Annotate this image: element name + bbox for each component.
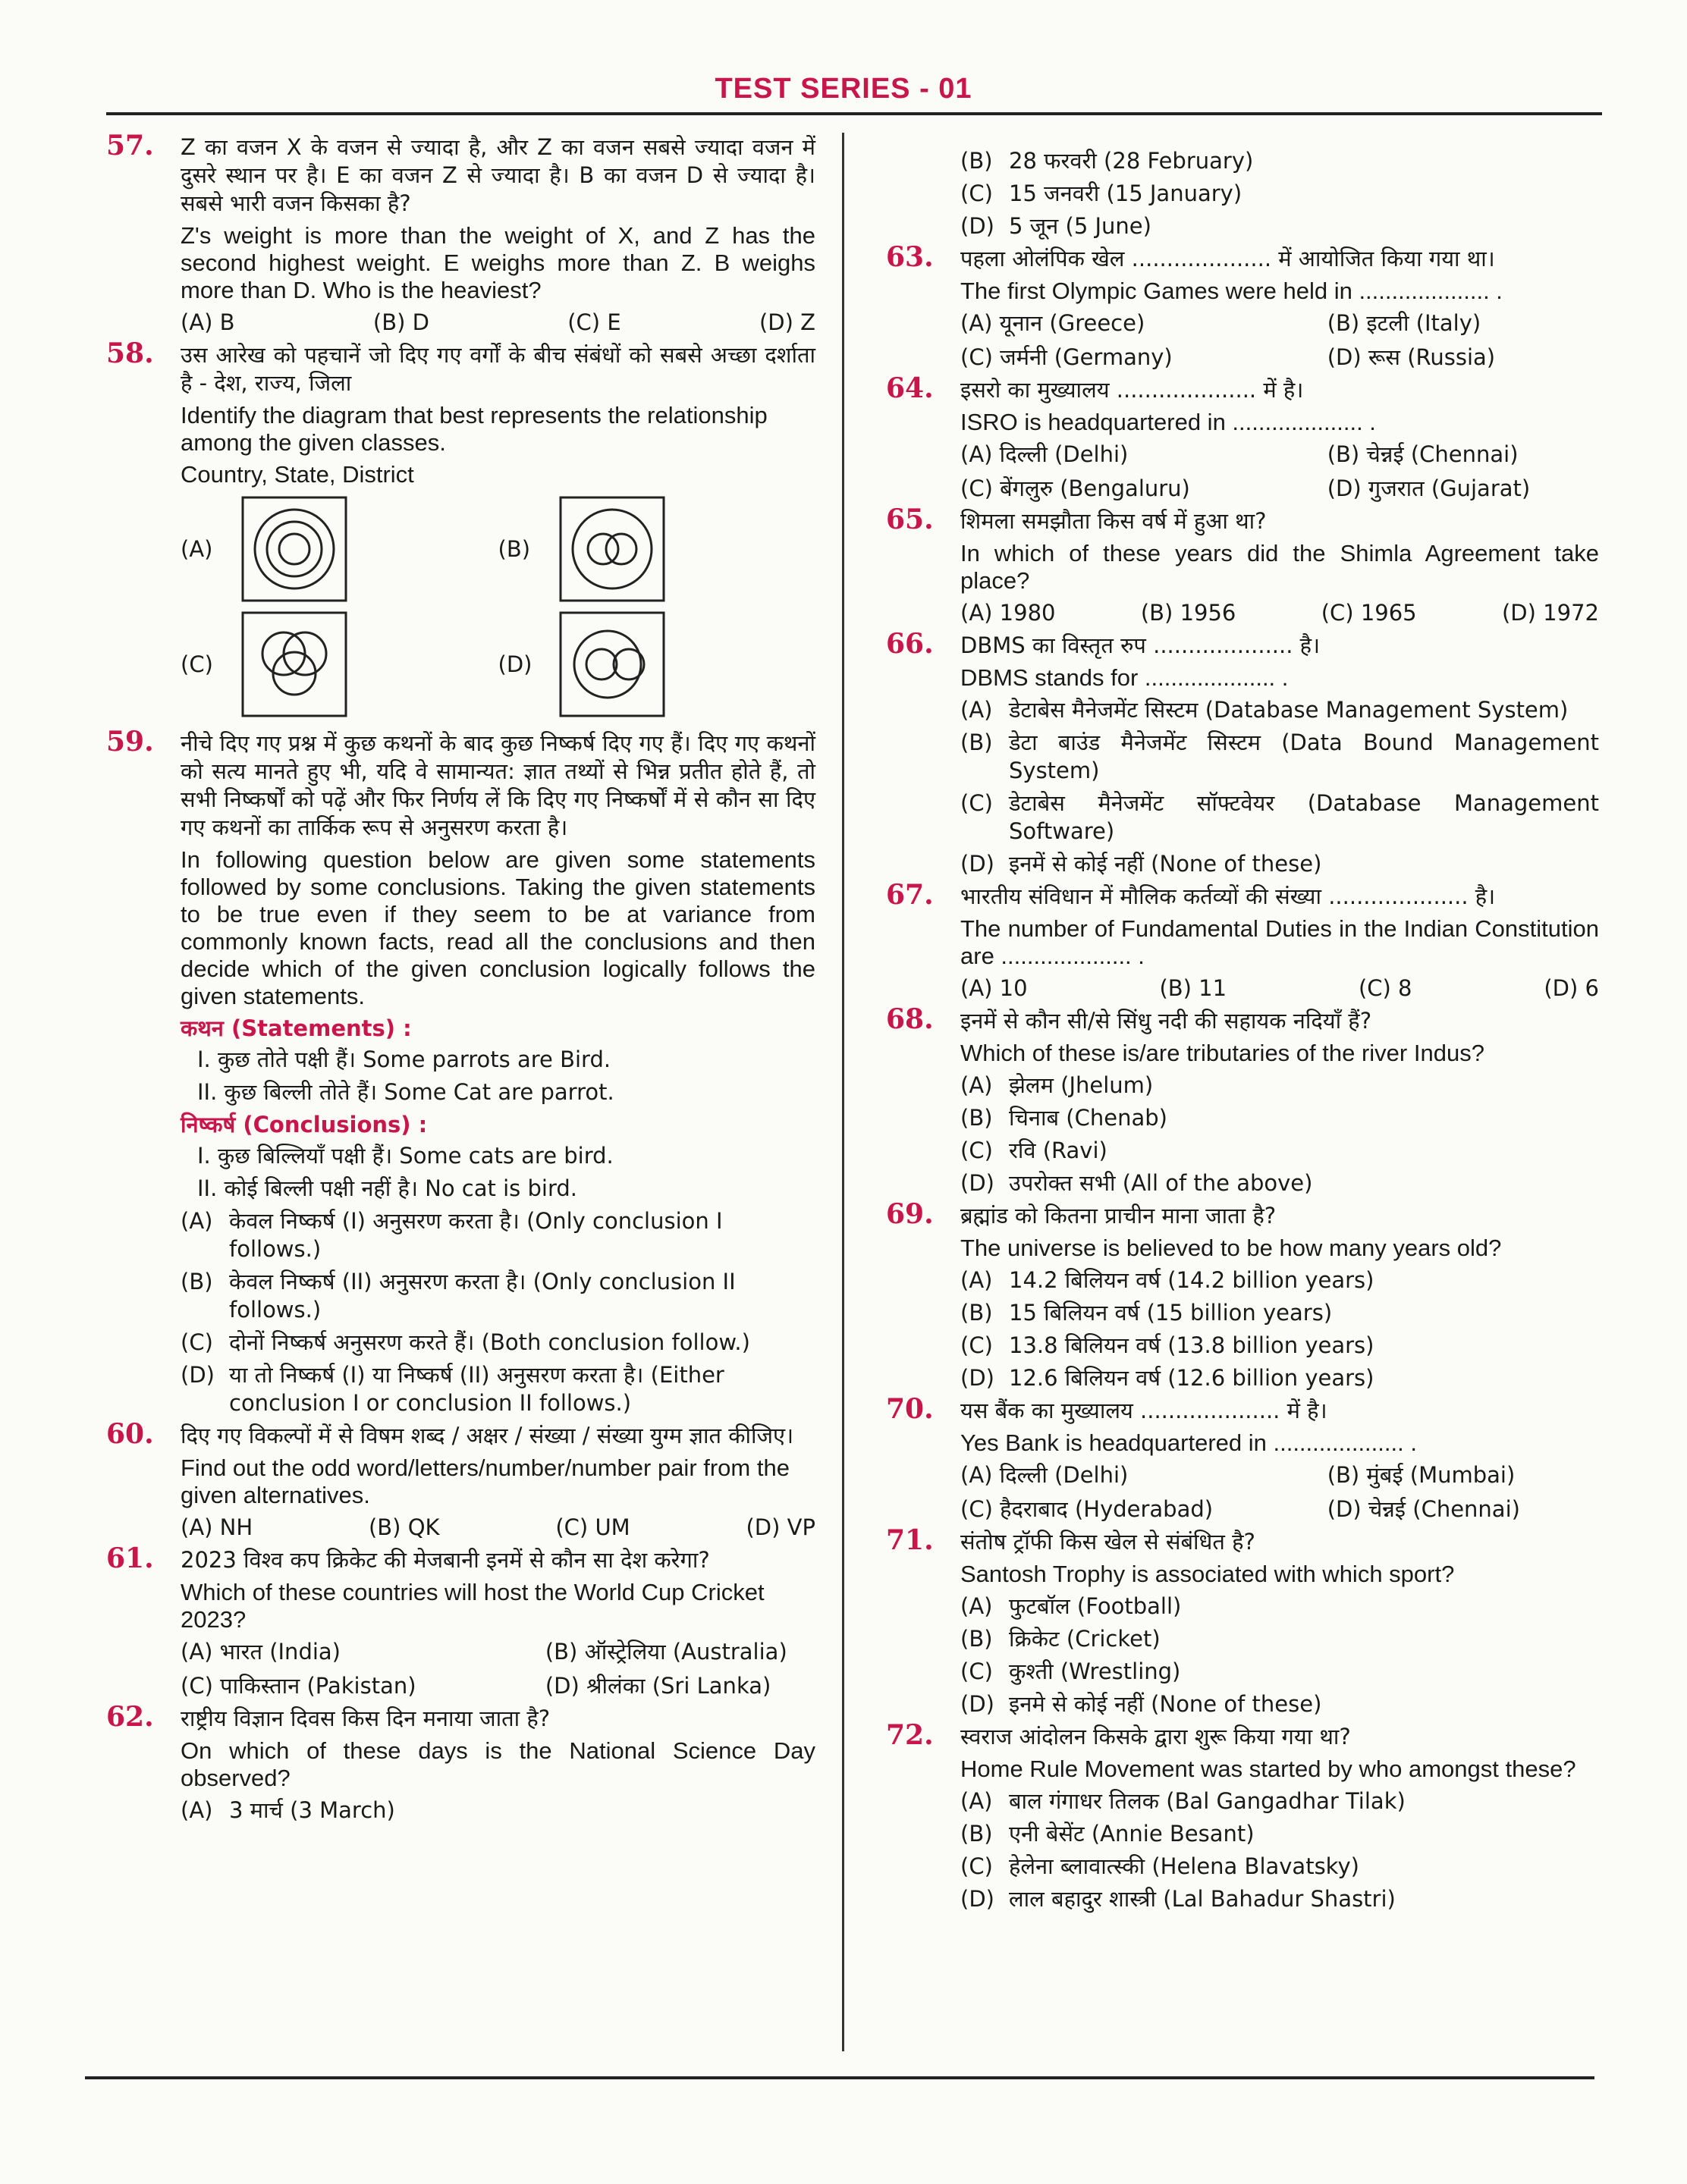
question-number: 62. [106, 1701, 154, 1733]
option-c[interactable]: (C) 8 [1358, 975, 1412, 1001]
question-63 [886, 241, 1599, 372]
question-text-english: In following question below are given some statements followed by some conclusions. Taking the given statements to be true even if they seem to be at variance from commonly known facts, read all the conclusions and then decide which of the given conclusion logically follows the given statements. [181, 846, 815, 1009]
option-b[interactable]: (B) D [372, 309, 429, 335]
option-b[interactable]: (B) इटली (Italy) [1327, 310, 1481, 336]
option-c[interactable] [960, 789, 1599, 846]
question-text-hindi: भारतीय संविधान में मौलिक कर्तव्यों की संख्या .................... है। [960, 883, 1496, 909]
option-label: (B) [960, 1105, 993, 1131]
option-text: 28 फरवरी (28 February) [1009, 148, 1254, 174]
option-text: बाल गंगाधर तिलक (Bal Gangadhar Tilak) [1009, 1788, 1406, 1814]
option-a[interactable] [960, 1072, 1599, 1100]
nested-and-separate-circles-diagram [559, 611, 665, 717]
question-number: 68. [886, 1003, 934, 1035]
option-label: (A) [181, 1797, 213, 1823]
options-grid [960, 441, 1599, 503]
option-c[interactable] [960, 1332, 1599, 1360]
option-label: (A) [960, 697, 993, 723]
question-text-english: Which of these countries will host the World Cup Cricket 2023? [181, 1579, 765, 1633]
option-label: (A) [181, 535, 213, 562]
question-number: 66. [886, 628, 934, 660]
option-label: (D) [498, 651, 532, 677]
question-text-english: The number of Fundamental Duties in the Indian Constitution are .................... . [960, 915, 1599, 969]
classes-list: Country, State, District [181, 461, 414, 488]
option-text: दोनों निष्कर्ष अनुसरण करते हैं। (Both conclusion follow.) [229, 1329, 750, 1355]
option-c[interactable]: (C) हैदराबाद (Hyderabad) [960, 1496, 1214, 1522]
question-67 [886, 879, 1599, 1003]
option-label: (A) [960, 1788, 993, 1814]
option-text: 12.6 बिलियन वर्ष (12.6 billion years) [1009, 1365, 1374, 1391]
question-60 [106, 1418, 815, 1542]
question-text-hindi: Z का वजन X के वजन से ज्यादा है, और Z का वजन सबसे ज्यादा वजन में दुसरे स्थान पर है। E का वजन Z से ज्यादा है। B का वजन D से ज्यादा है। सबसे भारी वजन किसका है? [181, 134, 815, 216]
option-b[interactable]: (B) 1956 [1140, 600, 1236, 626]
option-label: (B) [960, 730, 993, 755]
option-label: (B) [498, 535, 531, 562]
option-label: (A) [181, 1208, 213, 1234]
option-text: इनमें से कोई नहीं (None of these) [1009, 851, 1322, 877]
option-a[interactable]: (A) भारत (India) [181, 1639, 341, 1665]
question-number: 61. [106, 1542, 154, 1574]
option-text: हेलेना ब्लावात्स्की (Helena Blavatsky) [1009, 1853, 1359, 1879]
option-text: कुश्ती (Wrestling) [1009, 1658, 1181, 1684]
conclusion-2: II. कोई बिल्ली पक्षी नहीं है। No cat is bird. [197, 1175, 577, 1201]
question-number: 70. [886, 1393, 934, 1425]
option-d[interactable]: (D) चेन्नई (Chennai) [1327, 1496, 1520, 1522]
option-c[interactable] [960, 180, 1599, 208]
option-text: 5 जून (5 June) [1009, 213, 1151, 239]
question-text-english: ISRO is headquartered in .................... . [960, 409, 1376, 435]
option-a[interactable]: (A) दिल्ली (Delhi) [960, 441, 1129, 467]
option-c[interactable] [181, 1329, 815, 1357]
question-text-english: Which of these is/are tributaries of the river Indus? [960, 1040, 1484, 1066]
question-text-hindi: उस आरेख को पहचानें जो दिए गए वर्गों के बीच संबंधों को सबसे अच्छा दर्शाता है - देश, राज्य, जिला [181, 342, 815, 396]
question-number: 58. [106, 337, 154, 369]
options-row [960, 599, 1599, 627]
option-text: डेटाबेस मैनेजमेंट सॉफ्टवेयर (Database Management Software) [1009, 790, 1599, 844]
option-label: (A) [960, 1072, 993, 1098]
conclusions-heading: निष्कर्ष (Conclusions) : [181, 1112, 428, 1138]
option-label: (D) [960, 1365, 994, 1391]
option-text: डेटाबेस मैनेजमेंट सिस्टम (Database Management System) [1009, 697, 1569, 723]
options-row [181, 1514, 815, 1542]
statement-1: I. कुछ तोते पक्षी हैं। Some parrots are Bird. [197, 1046, 611, 1072]
option-text: एनी बेसेंट (Annie Besant) [1009, 1821, 1255, 1847]
option-text: 15 बिलियन वर्ष (15 billion years) [1009, 1300, 1333, 1326]
option-label: (D) [960, 1170, 994, 1196]
option-b[interactable] [960, 1625, 1599, 1653]
option-a[interactable] [960, 696, 1599, 724]
option-text: 14.2 बिलियन वर्ष (14.2 billion years) [1009, 1267, 1374, 1293]
option-text: चिनाब (Chenab) [1009, 1105, 1167, 1131]
option-d[interactable] [960, 212, 1599, 240]
question-68 [886, 1003, 1599, 1197]
question-number: 60. [106, 1418, 154, 1450]
diagram-options [181, 496, 815, 717]
option-d[interactable] [960, 1885, 1599, 1913]
option-label: (B) [181, 1269, 213, 1294]
option-label: (D) [960, 213, 994, 239]
option-label: (C) [960, 790, 993, 816]
option-text: केवल निष्कर्ष (I) अनुसरण करता है। (Only conclusion I follows.) [229, 1208, 723, 1262]
option-label: (D) [960, 1691, 994, 1717]
question-64 [886, 372, 1599, 503]
option-label: (C) [181, 651, 213, 677]
question-text-hindi: संतोष ट्रॉफी किस खेल से संबंधित है? [960, 1529, 1255, 1555]
diagram-option-c[interactable] [181, 611, 498, 717]
option-d[interactable]: (D) VP [746, 1514, 815, 1540]
option-a[interactable]: (A) यूनान (Greece) [960, 310, 1145, 336]
option-label: (C) [960, 180, 993, 206]
option-label: (C) [960, 1853, 993, 1879]
option-a[interactable]: (A) 1980 [960, 600, 1056, 626]
question-text-english: On which of these days is the National Science Day observed? [181, 1737, 815, 1791]
option-d[interactable]: (D) Z [759, 309, 815, 335]
top-divider [106, 112, 1602, 115]
option-text: फुटबॉल (Football) [1009, 1593, 1182, 1619]
option-d[interactable] [960, 1690, 1599, 1718]
bottom-divider [85, 2076, 1594, 2079]
option-d[interactable]: (D) रूस (Russia) [1327, 344, 1496, 370]
question-text-hindi: नीचे दिए गए प्रश्न में कुछ कथनों के बाद कुछ निष्कर्ष दिए गए हैं। दिए गए कथनों को सत्य मानते हुए भी, यदि वे सामान्यत: ज्ञात तथ्यों से भिन्न प्रतीत होते हैं, तो सभी निष्कर्षों को पढ़ें और फिर निर्णय लें कि दिए गए निष्कर्षों में से कौन सा दिए गए कथनों का तार्किक रूप से अनुसरण करता है। [181, 730, 815, 840]
diagram-option-b[interactable] [498, 496, 816, 602]
option-a[interactable] [181, 1207, 815, 1263]
option-b[interactable] [960, 1820, 1599, 1848]
question-text-hindi: शिमला समझौता किस वर्ष में हुआ था? [960, 508, 1267, 534]
question-65 [886, 504, 1599, 627]
option-d[interactable]: (D) श्रीलंका (Sri Lanka) [545, 1673, 771, 1699]
question-text-hindi: यस बैंक का मुख्यालय .................... में है। [960, 1398, 1327, 1423]
option-b[interactable]: (B) QK [368, 1514, 440, 1540]
option-label: (B) [960, 1626, 993, 1652]
three-overlapping-circles-diagram [241, 611, 347, 717]
option-text: उपरोक्त सभी (All of the above) [1009, 1170, 1313, 1196]
option-a[interactable] [960, 1266, 1599, 1294]
option-label: (B) [960, 1821, 993, 1847]
option-text: केवल निष्कर्ष (II) अनुसरण करता है। (Only conclusion II follows.) [229, 1269, 736, 1323]
question-62-continued [886, 147, 1599, 240]
option-c[interactable] [960, 1658, 1599, 1686]
option-text: इनमे से कोई नहीं (None of these) [1009, 1691, 1322, 1717]
option-a[interactable] [960, 1787, 1599, 1815]
option-c[interactable] [960, 1853, 1599, 1881]
right-column [886, 146, 1599, 1918]
option-c[interactable]: (C) बेंगलुरु (Bengaluru) [960, 475, 1190, 501]
concentric-circles-diagram [241, 496, 347, 602]
question-text-english: The first Olympic Games were held in .................... . [960, 278, 1503, 304]
column-divider [842, 133, 844, 2051]
option-d[interactable] [960, 1364, 1599, 1392]
option-a[interactable] [960, 1592, 1599, 1621]
question-72 [886, 1719, 1599, 1913]
option-text: या तो निष्कर्ष (I) या निष्कर्ष (II) अनुसरण करता है। (Either conclusion I or conclusion II follows.) [229, 1362, 724, 1416]
option-d[interactable] [960, 1169, 1599, 1197]
option-text: 15 जनवरी (15 January) [1009, 180, 1242, 206]
question-62 [106, 1701, 815, 1825]
question-text-hindi: पहला ओलंपिक खेल .................... में आयोजित किया गया था। [960, 246, 1495, 271]
option-label: (C) [960, 1138, 993, 1163]
option-d[interactable] [960, 850, 1599, 878]
question-57 [106, 130, 815, 337]
question-number: 72. [886, 1719, 934, 1751]
question-text-english: DBMS stands for .................... . [960, 664, 1289, 691]
question-text-hindi: दिए गए विकल्पों में से विषम शब्द / अक्षर / संख्या / संख्या युग्म ज्ञात कीजिए। [181, 1423, 794, 1448]
question-71 [886, 1524, 1599, 1718]
question-number: 59. [106, 726, 154, 758]
option-label: (D) [960, 1886, 994, 1912]
option-label: (C) [181, 1329, 213, 1355]
option-b[interactable] [960, 147, 1599, 175]
conclusion-1: I. कुछ बिल्लियाँ पक्षी हैं। Some cats are bird. [197, 1143, 614, 1169]
option-a[interactable]: (A) NH [181, 1514, 253, 1540]
option-label: (D) [960, 851, 994, 877]
option-a[interactable]: (A) B [181, 309, 235, 335]
option-a[interactable]: (A) दिल्ली (Delhi) [960, 1462, 1129, 1488]
two-circles-in-circle-diagram [559, 496, 665, 602]
statement-2: II. कुछ बिल्ली तोते हैं। Some Cat are parrot. [197, 1079, 614, 1105]
option-b[interactable]: (B) चेन्नई (Chennai) [1327, 441, 1519, 467]
question-text-english: Yes Bank is headquartered in .................... . [960, 1429, 1417, 1456]
option-label: (C) [960, 1658, 993, 1684]
question-text-english: The universe is believed to be how many years old? [960, 1235, 1502, 1261]
question-text-english: In which of these years did the Shimla Agreement take place? [960, 540, 1599, 594]
option-b[interactable] [960, 1299, 1599, 1327]
question-text-hindi: राष्ट्रीय विज्ञान दिवस किस दिन मनाया जाता है? [181, 1705, 551, 1731]
option-label: (D) [181, 1362, 215, 1388]
option-a[interactable]: (A) 10 [960, 975, 1028, 1001]
question-number: 69. [886, 1198, 934, 1230]
option-text: लाल बहादुर शास्त्री (Lal Bahadur Shastri) [1009, 1886, 1396, 1912]
option-b[interactable]: (B) मुंबई (Mumbai) [1327, 1462, 1516, 1488]
option-c[interactable]: (C) 1965 [1321, 600, 1417, 626]
diagram-option-a[interactable] [181, 496, 498, 602]
diagram-option-d[interactable] [498, 611, 816, 717]
question-69 [886, 1198, 1599, 1392]
option-c[interactable]: (C) E [567, 309, 621, 335]
question-66 [886, 628, 1599, 878]
question-text-hindi: ब्रह्मांड को कितना प्राचीन माना जाता है? [960, 1203, 1277, 1228]
options-row [181, 309, 815, 337]
question-text-english: Identify the diagram that best represents the relationship among the given classes. [181, 402, 768, 456]
question-number: 67. [886, 879, 934, 911]
options-grid [960, 309, 1599, 372]
option-label: (A) [960, 1593, 993, 1619]
question-text-hindi: 2023 विश्व कप क्रिकेट की मेजबानी इनमें से कौन सा देश करेगा? [181, 1547, 710, 1573]
question-number: 65. [886, 504, 934, 535]
page-title: TEST SERIES - 01 [715, 73, 972, 105]
option-d[interactable] [181, 1361, 815, 1417]
option-label: (B) [960, 148, 993, 174]
question-70 [886, 1393, 1599, 1523]
option-b[interactable]: (B) ऑस्ट्रेलिया (Australia) [545, 1639, 787, 1665]
option-d[interactable]: (D) 1972 [1501, 600, 1599, 626]
option-d[interactable]: (D) 6 [1544, 975, 1599, 1001]
option-d[interactable]: (D) गुजरात (Gujarat) [1327, 475, 1531, 501]
option-text: क्रिकेट (Cricket) [1009, 1626, 1161, 1652]
option-a[interactable] [181, 1796, 815, 1825]
question-text-hindi: DBMS का विस्तृत रुप .................... है। [960, 632, 1321, 658]
option-b[interactable] [181, 1268, 815, 1324]
question-text-english: Find out the odd word/letters/number/number pair from the given alternatives. [181, 1454, 790, 1508]
option-b[interactable]: (B) 11 [1159, 975, 1227, 1001]
options-row [960, 974, 1599, 1003]
options-grid [960, 1461, 1599, 1523]
option-c[interactable]: (C) UM [555, 1514, 630, 1540]
question-number: 63. [886, 241, 934, 273]
question-text-english: Z's weight is more than the weight of X, and Z has the second highest weight. E weighs more than Z. B weighs more than D. Who is the heaviest? [181, 222, 815, 303]
options-grid [181, 1638, 815, 1700]
question-number: 64. [886, 372, 934, 404]
option-text: रवि (Ravi) [1009, 1138, 1107, 1163]
option-b[interactable] [960, 729, 1599, 785]
option-text: झेलम (Jhelum) [1009, 1072, 1154, 1098]
option-c[interactable] [960, 1137, 1599, 1165]
left-column [106, 130, 815, 1829]
question-text-hindi: स्वराज आंदोलन किसके द्वारा शुरू किया गया था? [960, 1724, 1351, 1749]
option-c[interactable]: (C) पाकिस्तान (Pakistan) [181, 1673, 416, 1699]
question-number: 71. [886, 1524, 934, 1556]
option-text: डेटा बाउंड मैनेजमेंट सिस्टम (Data Bound Management System) [1009, 730, 1599, 783]
option-label: (A) [960, 1267, 993, 1293]
question-text-hindi: इनमें से कौन सी/से सिंधु नदी की सहायक नदियाँ हैं? [960, 1008, 1372, 1034]
question-text-english: Home Rule Movement was started by who amongst these? [960, 1756, 1576, 1782]
statements-heading: कथन (Statements) : [181, 1015, 412, 1041]
option-label: (C) [960, 1332, 993, 1358]
question-number: 57. [106, 130, 154, 162]
question-text-hindi: इसरो का मुख्यालय .................... में है। [960, 377, 1304, 403]
question-61 [106, 1542, 815, 1700]
option-b[interactable] [960, 1104, 1599, 1132]
option-label: (B) [960, 1300, 993, 1326]
option-c[interactable]: (C) जर्मनी (Germany) [960, 344, 1173, 370]
option-text: 3 मार्च (3 March) [229, 1797, 395, 1823]
question-text-english: Santosh Trophy is associated with which sport? [960, 1561, 1455, 1587]
question-58 [106, 337, 815, 717]
question-59 [106, 726, 815, 1417]
option-text: 13.8 बिलियन वर्ष (13.8 billion years) [1009, 1332, 1374, 1358]
